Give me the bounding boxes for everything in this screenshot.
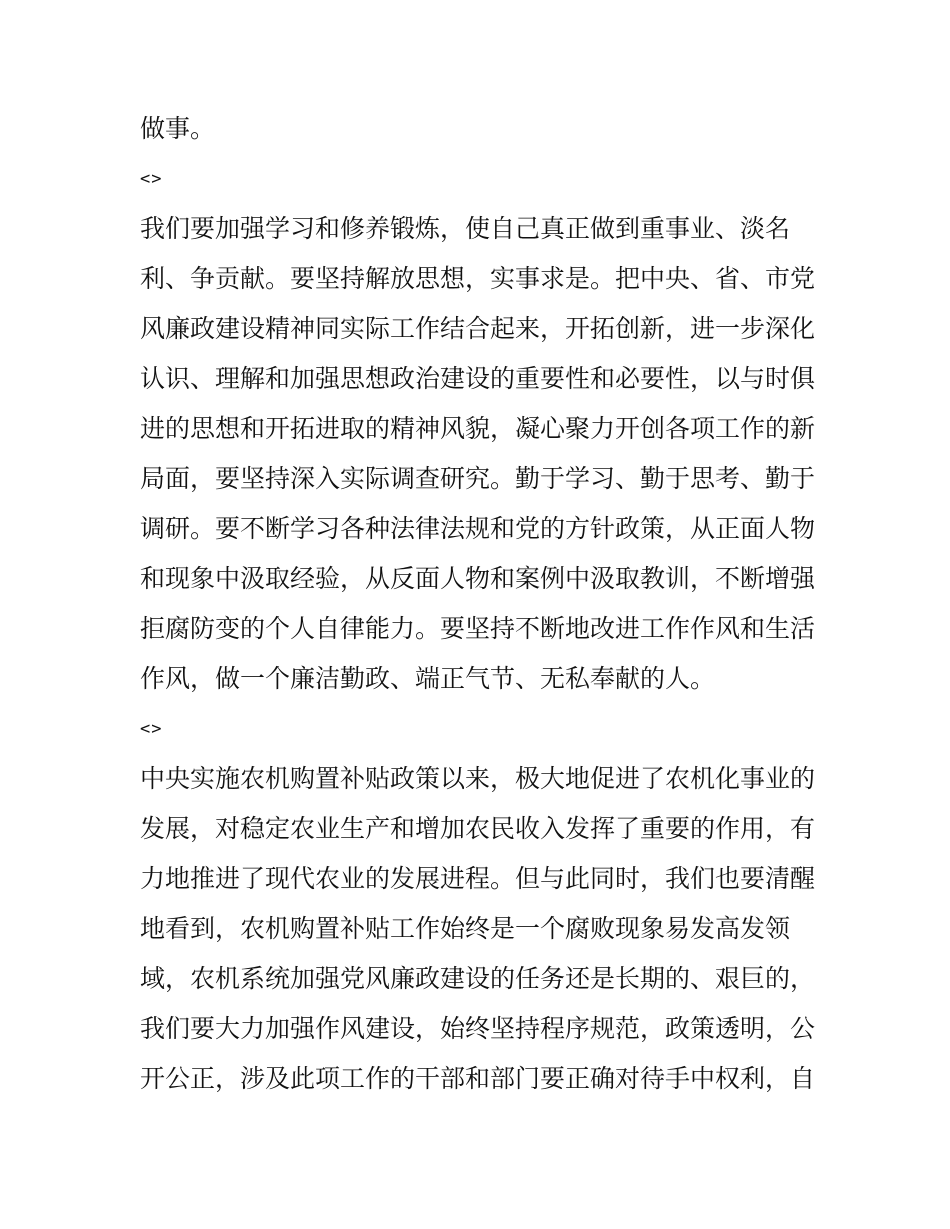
text-line: 进的思想和开拓进取的精神风貌，凝心聚力开创各项工作的新: [140, 414, 816, 443]
text-line: 认识、理解和加强思想政治建设的重要性和必要性，以与时俱: [140, 364, 816, 393]
text-line: 我们要加强学习和修养锻炼，使自己真正做到重事业、淡名: [140, 214, 791, 243]
text-line: 发展，对稳定农业生产和增加农民收入发挥了重要的作用，有: [140, 814, 816, 843]
text-line: 地看到，农机购置补贴工作始终是一个腐败现象易发高发领: [140, 914, 791, 943]
text-line: 作风，做一个廉洁勤政、端正气节、无私奉献的人。: [140, 664, 716, 693]
text-line: 风廉政建设精神同实际工作结合起来，开拓创新，进一步深化: [140, 314, 816, 343]
text-line: 我们要大力加强作风建设，始终坚持程序规范，政策透明，公: [140, 1014, 816, 1043]
paragraph-1: [140, 104, 820, 154]
paragraph-separator: <>: [140, 169, 163, 189]
paragraph-3: [140, 754, 820, 1104]
text-line: 利、争贡献。要坚持解放思想，实事求是。把中央、省、市党: [140, 264, 816, 293]
text-line: 局面，要坚持深入实际调查研究。勤于学习、勤于思考、勤于: [140, 464, 816, 493]
document-page: [140, 104, 820, 1104]
paragraph-separator: <>: [140, 719, 163, 739]
text-line: 开公正，涉及此项工作的干部和部门要正确对待手中权利，自: [140, 1064, 816, 1093]
text-line: 力地推进了现代农业的发展进程。但与此同时，我们也要清醒: [140, 864, 816, 893]
text-line: 中央实施农机购置补贴政策以来，极大地促进了农机化事业的: [140, 764, 816, 793]
text-line: 域，农机系统加强党风廉政建设的任务还是长期的、艰巨的，: [140, 964, 816, 993]
text-line: 调研。要不断学习各种法律法规和党的方针政策，从正面人物: [140, 514, 816, 543]
text-line: 做事。: [140, 114, 216, 143]
paragraph-2: [140, 204, 820, 704]
text-line: 拒腐防变的个人自律能力。要坚持不断地改进工作作风和生活: [140, 614, 816, 643]
text-line: 和现象中汲取经验，从反面人物和案例中汲取教训，不断增强: [140, 564, 816, 593]
